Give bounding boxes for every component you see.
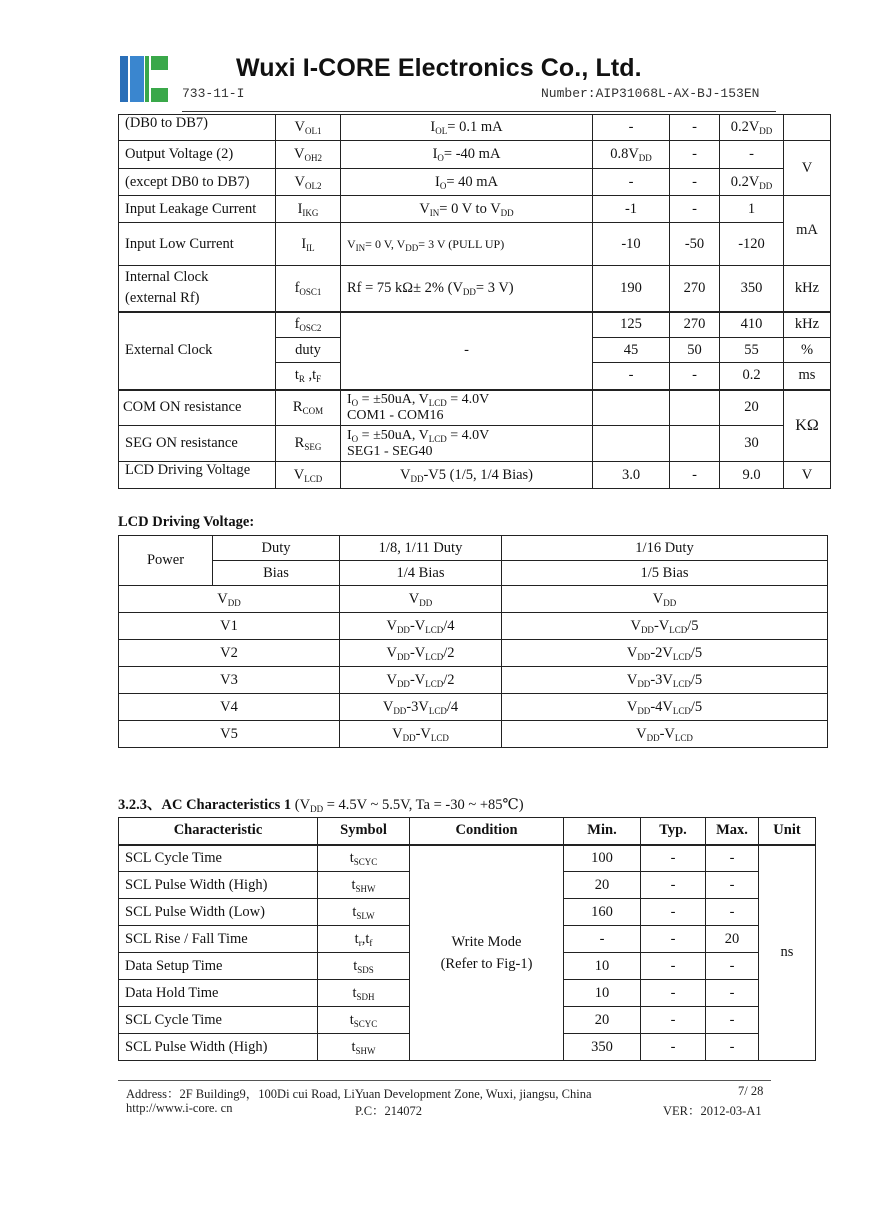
param-cell: Input Low Current	[119, 223, 276, 266]
max-cell: -	[706, 1007, 759, 1034]
characteristic-cell: SCL Pulse Width (High)	[119, 1034, 318, 1061]
bias-a: 1/4 Bias	[340, 561, 502, 586]
param-cell: Internal Clock (external Rf)	[119, 266, 276, 312]
footer-address: Address：2F Building9，100Di cui Road, LiYuan Development Zone, Wuxi, jiangsu, China	[126, 1087, 592, 1101]
param-cell: Input Leakage Current	[119, 196, 276, 223]
symbol-cell: $t_R$ $,t_F$	[276, 363, 341, 390]
voltage-name: $V_{DD}$	[119, 586, 340, 613]
unit-cell: ns	[759, 845, 816, 1061]
unit-cell: kHz	[784, 312, 831, 338]
company-name: Wuxi I-CORE Electronics Co., Ltd.	[236, 54, 642, 82]
typ-cell	[670, 426, 720, 462]
max-cell: 55	[720, 338, 784, 363]
max-cell: 0.2	[720, 363, 784, 390]
max-cell: 9.0	[720, 462, 784, 489]
param-cell: External Clock	[119, 312, 276, 390]
typ-cell: -	[641, 980, 706, 1007]
min-cell: $0.8V_{DD}$	[593, 141, 670, 169]
typ-cell: -	[670, 462, 720, 489]
condition-cell: $I_{OL}= 0.1$ mA	[341, 115, 593, 141]
table-row	[119, 561, 828, 586]
max-cell: -	[706, 872, 759, 899]
param-cell: COM ON resistance	[119, 390, 276, 426]
min-cell: 160	[564, 899, 641, 926]
min-cell: -	[593, 363, 670, 390]
lcd-rows	[119, 586, 828, 748]
typ-cell: -	[670, 169, 720, 196]
table-row	[119, 845, 816, 872]
min-cell: 3.0	[593, 462, 670, 489]
condition-cell: -	[341, 312, 593, 390]
symbol-cell: $R_{SEG}$	[276, 426, 341, 462]
voltage-name: V4	[119, 694, 340, 721]
param-cell: (DB0 to DB7)	[119, 115, 276, 141]
characteristic-cell: Data Setup Time	[119, 953, 318, 980]
voltage-a: $V_{DD}-V_{LCD}/2$	[340, 640, 502, 667]
max-cell: -	[720, 141, 784, 169]
table-header-row	[119, 818, 816, 845]
symbol-cell: $f_{OSC1}$	[276, 266, 341, 312]
ac-characteristics-table	[118, 817, 816, 1061]
characteristic-cell: SCL Pulse Width (Low)	[119, 899, 318, 926]
table-row	[119, 223, 831, 266]
unit-cell: V	[784, 141, 831, 196]
min-cell: -	[593, 115, 670, 141]
condition-cell: $I_O= -40$ mA	[341, 141, 593, 169]
footer-version: VER：2012-03-A1	[663, 1104, 762, 1118]
min-cell: 20	[564, 1007, 641, 1034]
voltage-name: V2	[119, 640, 340, 667]
typ-cell: -	[670, 141, 720, 169]
voltage-name: V1	[119, 613, 340, 640]
bias-b: 1/5 Bias	[502, 561, 828, 586]
condition-cell: $I_O = \pm 50uA$, $V_{LCD} = 4.0V$ SEG1 - SEG40	[341, 426, 593, 462]
unit-cell: ms	[784, 363, 831, 390]
condition-cell: $V_{DD}-V5$ (1/5, 1/4 Bias)	[341, 462, 593, 489]
min-cell: 20	[564, 872, 641, 899]
typ-cell: -	[670, 363, 720, 390]
symbol-cell: $V_{OH2}$	[276, 141, 341, 169]
footer-divider	[118, 1080, 771, 1081]
symbol-cell: $I_{IL}$	[276, 223, 341, 266]
characteristic-cell: SCL Pulse Width (High)	[119, 872, 318, 899]
param-cell: LCD Driving Voltage	[119, 462, 276, 489]
typ-cell: -50	[670, 223, 720, 266]
symbol-cell: $t_{SDS}$	[318, 953, 410, 980]
max-cell: -	[706, 980, 759, 1007]
min-cell: 10	[564, 980, 641, 1007]
min-cell: 45	[593, 338, 670, 363]
voltage-a: $V_{DD}-V_{LCD}$	[340, 721, 502, 748]
condition-cell: Rf = 75 kΩ± 2% ($V_{DD}= 3$ V)	[341, 266, 593, 312]
typ-cell	[670, 390, 720, 426]
table-row	[119, 640, 828, 667]
max-cell: 20	[706, 926, 759, 953]
typ-cell: -	[641, 1034, 706, 1061]
voltage-b: $V_{DD}$	[502, 586, 828, 613]
max-cell: -120	[720, 223, 784, 266]
duty-a: 1/8, 1/11 Duty	[340, 536, 502, 561]
typ-cell: -	[641, 953, 706, 980]
max-cell: -	[706, 899, 759, 926]
table-row	[119, 426, 831, 462]
typ-cell: -	[641, 845, 706, 872]
symbol-cell: $t_{SHW}$	[318, 1034, 410, 1061]
min-cell: -10	[593, 223, 670, 266]
voltage-a: $V_{DD}$	[340, 586, 502, 613]
unit-cell: KΩ	[784, 390, 831, 462]
condition-cell: $I_O= 40$ mA	[341, 169, 593, 196]
symbol-cell: duty	[276, 338, 341, 363]
max-cell: 30	[720, 426, 784, 462]
symbol-cell: $t_{SDH}$	[318, 980, 410, 1007]
power-header: Power	[119, 536, 213, 586]
typ-cell: -	[641, 899, 706, 926]
doc-code: 733-11-I	[182, 86, 245, 101]
col-max: Max.	[706, 818, 759, 845]
condition-cell: $V_{IN}= 0$ V, $V_{DD}= 3$ V (PULL UP)	[341, 223, 593, 266]
typ-cell: 270	[670, 312, 720, 338]
condition-cell: $I_O = \pm 50uA$, $V_{LCD} = 4.0V$ COM1 - COM16	[341, 390, 593, 426]
header-divider	[182, 111, 776, 112]
table-row	[119, 462, 831, 489]
lcd-voltage-table	[118, 535, 828, 748]
symbol-cell: $I_{IKG}$	[276, 196, 341, 223]
unit-cell: V	[784, 462, 831, 489]
max-cell: 20	[720, 390, 784, 426]
symbol-cell: $f_{OSC2}$	[276, 312, 341, 338]
characteristic-cell: SCL Cycle Time	[119, 845, 318, 872]
voltage-b: $V_{DD}-3V_{LCD}/5$	[502, 667, 828, 694]
typ-cell: -	[641, 926, 706, 953]
characteristic-cell: SCL Rise / Fall Time	[119, 926, 318, 953]
symbol-cell: $t_{SCYC}$	[318, 1007, 410, 1034]
col-condition: Condition	[410, 818, 564, 845]
min-cell: -1	[593, 196, 670, 223]
symbol-cell: $t_{SCYC}$	[318, 845, 410, 872]
max-cell: $0.2V_{DD}$	[720, 115, 784, 141]
table-row	[119, 536, 828, 561]
max-cell: 350	[720, 266, 784, 312]
symbol-cell: $V_{LCD}$	[276, 462, 341, 489]
characteristic-cell: Data Hold Time	[119, 980, 318, 1007]
param-cell: (except DB0 to DB7)	[119, 169, 276, 196]
voltage-b: $V_{DD}-4V_{LCD}/5$	[502, 694, 828, 721]
symbol-cell: $V_{OL2}$	[276, 169, 341, 196]
lcd-section-title: LCD Driving Voltage:	[118, 514, 255, 530]
unit-cell: mA	[784, 196, 831, 266]
duty-label: Duty	[213, 536, 340, 561]
characteristic-cell: SCL Cycle Time	[119, 1007, 318, 1034]
table-row	[119, 390, 831, 426]
table-row	[119, 312, 831, 338]
unit-cell: %	[784, 338, 831, 363]
page-number: 7/ 28	[738, 1084, 764, 1098]
table-row	[119, 586, 828, 613]
table-row	[119, 196, 831, 223]
min-cell	[593, 426, 670, 462]
unit-cell	[784, 115, 831, 141]
min-cell: 190	[593, 266, 670, 312]
typ-cell: -	[641, 1007, 706, 1034]
bias-label: Bias	[213, 561, 340, 586]
min-cell: 350	[564, 1034, 641, 1061]
min-cell	[593, 390, 670, 426]
doc-number: Number:AIP31068L-AX-BJ-153EN	[541, 86, 760, 101]
footer-postcode: P.C：214072	[355, 1104, 423, 1118]
max-cell: 1	[720, 196, 784, 223]
voltage-a: $V_{DD}-V_{LCD}/2$	[340, 667, 502, 694]
voltage-b: $V_{DD}-V_{LCD}$	[502, 721, 828, 748]
company-logo	[120, 54, 170, 104]
max-cell: -	[706, 953, 759, 980]
max-cell: -	[706, 845, 759, 872]
col-characteristic: Characteristic	[119, 818, 318, 845]
col-min: Min.	[564, 818, 641, 845]
col-typ: Typ.	[641, 818, 706, 845]
table-row	[119, 667, 828, 694]
unit-cell: kHz	[784, 266, 831, 312]
max-cell: -	[706, 1034, 759, 1061]
symbol-cell: $t_r,t_f$	[318, 926, 410, 953]
param-cell: Output Voltage (2)	[119, 141, 276, 169]
footer-website: http://www.i-core. cn	[126, 1101, 233, 1115]
param-cell: SEG ON resistance	[119, 426, 276, 462]
table-row	[119, 141, 831, 169]
ac-rows	[119, 845, 816, 1061]
max-cell: $0.2V_{DD}$	[720, 169, 784, 196]
min-cell: 10	[564, 953, 641, 980]
ac-section-title: 3.2.3、AC Characteristics 1 ($V_{DD} = 4.5V$ ~ 5.5V, Ta = -30 ~ +85℃)	[118, 797, 524, 814]
dc-characteristics-table	[118, 114, 831, 489]
condition-cell: Write Mode (Refer to Fig-1)	[410, 845, 564, 1061]
symbol-cell: $t_{SHW}$	[318, 872, 410, 899]
table-row	[119, 694, 828, 721]
table-row	[119, 169, 831, 196]
symbol-cell: $t_{SLW}$	[318, 899, 410, 926]
voltage-a: $V_{DD}-3V_{LCD}/4$	[340, 694, 502, 721]
voltage-name: V3	[119, 667, 340, 694]
duty-b: 1/16 Duty	[502, 536, 828, 561]
typ-cell: -	[641, 872, 706, 899]
symbol-cell: $R_{COM}$	[276, 390, 341, 426]
typ-cell: -	[670, 115, 720, 141]
min-cell: -	[564, 926, 641, 953]
min-cell: -	[593, 169, 670, 196]
min-cell: 100	[564, 845, 641, 872]
max-cell: 410	[720, 312, 784, 338]
min-cell: 125	[593, 312, 670, 338]
col-unit: Unit	[759, 818, 816, 845]
condition-cell: $V_{IN}= 0$ V to $V_{DD}$	[341, 196, 593, 223]
voltage-a: $V_{DD}-V_{LCD}/4$	[340, 613, 502, 640]
voltage-b: $V_{DD}-2V_{LCD}/5$	[502, 640, 828, 667]
table-row	[119, 266, 831, 312]
col-symbol: Symbol	[318, 818, 410, 845]
typ-cell: 270	[670, 266, 720, 312]
voltage-name: V5	[119, 721, 340, 748]
typ-cell: -	[670, 196, 720, 223]
table-row	[119, 115, 831, 141]
typ-cell: 50	[670, 338, 720, 363]
table-row	[119, 613, 828, 640]
symbol-cell: $V_{OL1}$	[276, 115, 341, 141]
table-row	[119, 721, 828, 748]
voltage-b: $V_{DD}-V_{LCD}/5$	[502, 613, 828, 640]
